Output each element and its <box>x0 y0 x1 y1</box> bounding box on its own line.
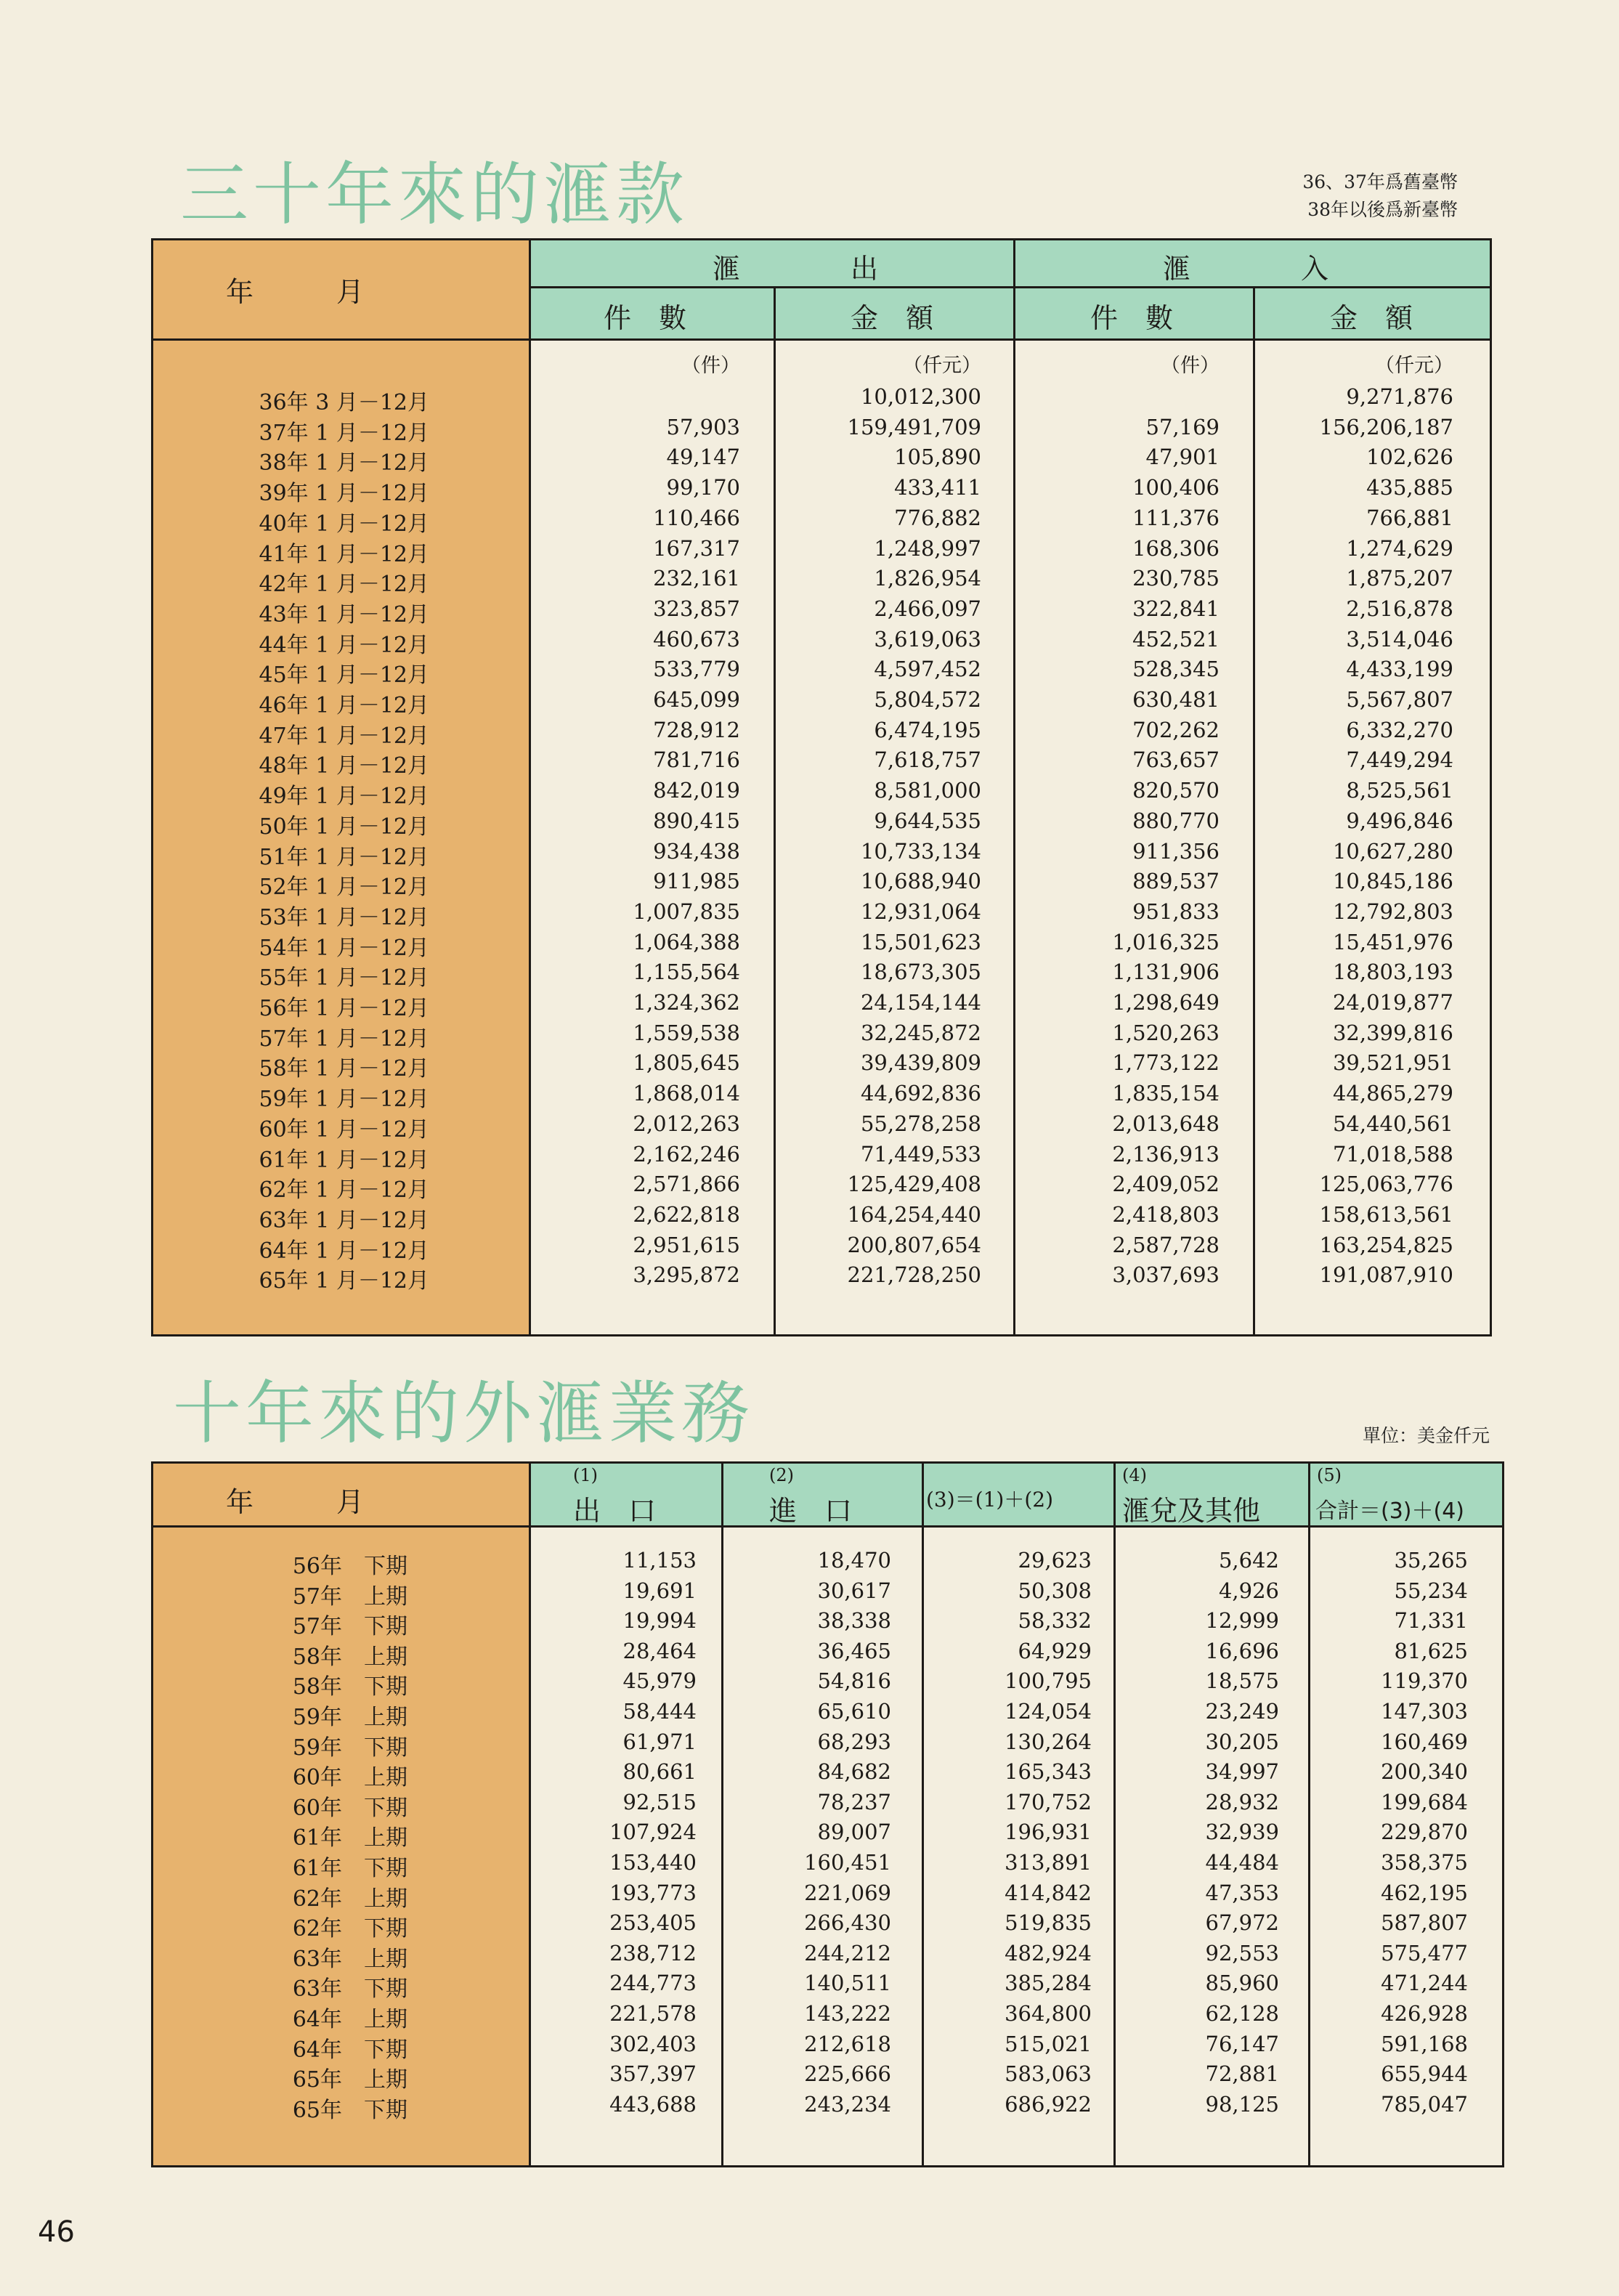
header-total: 合計＝(3)＋(4) <box>1315 1498 1464 1524</box>
row-value-v5: 160,469 <box>1381 1729 1468 1754</box>
row-year-month: 48年 1 月－12月 <box>259 753 429 779</box>
currency-note-line2: 38年以後爲新臺幣 <box>1307 199 1458 220</box>
row-value-v4: 30,205 <box>1205 1729 1279 1754</box>
row-inward-amount: 9,271,876 <box>1346 384 1453 409</box>
row-inward-amount: 102,626 <box>1366 445 1453 470</box>
row-value-v5: 229,870 <box>1381 1820 1468 1845</box>
row-outward-amount: 39,439,809 <box>860 1050 981 1076</box>
header-c4-num: (4) <box>1122 1465 1147 1485</box>
row-value-v1: 45,979 <box>622 1668 697 1694</box>
row-outward-amount: 24,154,144 <box>860 990 981 1015</box>
row-value-v1: 244,773 <box>609 1971 697 1996</box>
row-value-v5: 655,944 <box>1381 2061 1468 2087</box>
unit-label: （件） <box>1161 354 1220 377</box>
row-outward-count: 460,673 <box>653 626 740 652</box>
row-outward-amount: 159,491,709 <box>847 414 981 439</box>
row-inward-amount: 2,516,878 <box>1346 596 1453 621</box>
row-value-v4: 76,147 <box>1205 2031 1279 2056</box>
row-inward-amount: 3,514,046 <box>1346 626 1453 652</box>
row-inward-amount: 4,433,199 <box>1346 657 1453 682</box>
row-year-month: 65年 1 月－12月 <box>259 1268 429 1294</box>
row-period: 65年 下期 <box>292 2097 407 2123</box>
row-outward-amount: 200,807,654 <box>847 1232 981 1257</box>
row-outward-count: 99,170 <box>666 475 740 500</box>
row-period: 60年 下期 <box>292 1795 407 1821</box>
row-outward-count: 1,559,538 <box>633 1020 740 1045</box>
row-value-v2: 212,618 <box>804 2031 891 2056</box>
row-year-month: 47年 1 月－12月 <box>259 723 429 749</box>
row-year-month: 36年 3 月－12月 <box>259 390 429 415</box>
row-period: 58年 下期 <box>292 1674 407 1700</box>
row-inward-count: 1,773,122 <box>1112 1050 1220 1076</box>
row-value-v2: 160,451 <box>804 1850 891 1875</box>
row-year-month: 37年 1 月－12月 <box>259 420 429 446</box>
row-year-month: 50年 1 月－12月 <box>259 814 429 840</box>
row-value-v1: 28,464 <box>622 1638 697 1663</box>
row-outward-amount: 3,619,063 <box>874 626 981 652</box>
row-outward-amount: 15,501,623 <box>860 929 981 954</box>
row-inward-amount: 5,567,807 <box>1346 687 1453 712</box>
row-year-month: 58年 1 月－12月 <box>259 1056 429 1082</box>
row-value-v5: 35,265 <box>1394 1548 1468 1573</box>
row-value-v1: 238,712 <box>609 1940 697 1966</box>
unit-label: （仟元） <box>1375 354 1453 377</box>
row-value-v5: 200,340 <box>1381 1759 1468 1785</box>
row-year-month: 61年 1 月－12月 <box>259 1147 429 1173</box>
row-year-month: 57年 1 月－12月 <box>259 1026 429 1052</box>
row-period: 62年 上期 <box>292 1886 407 1912</box>
row-outward-amount: 12,931,064 <box>860 898 981 924</box>
row-outward-count: 1,064,388 <box>633 929 740 954</box>
row-value-v1: 443,688 <box>609 2091 697 2117</box>
row-outward-count: 934,438 <box>653 838 740 864</box>
row-inward-count: 100,406 <box>1132 475 1220 500</box>
row-outward-count: 49,147 <box>666 445 740 470</box>
row-outward-count: 645,099 <box>653 687 740 712</box>
row-value-v3: 583,063 <box>1005 2061 1092 2087</box>
row-outward-amount: 44,692,836 <box>860 1081 981 1106</box>
row-value-v3: 29,623 <box>1018 1548 1092 1573</box>
currency-note <box>1302 169 1458 224</box>
row-inward-count: 889,537 <box>1132 869 1220 894</box>
row-outward-amount: 10,012,300 <box>860 384 981 409</box>
row-value-v3: 482,924 <box>1005 1940 1092 1966</box>
header-c1-num: (1) <box>573 1465 598 1485</box>
row-value-v5: 426,928 <box>1381 2001 1468 2026</box>
row-year-month: 38年 1 月－12月 <box>259 450 429 476</box>
row-outward-amount: 18,673,305 <box>860 960 981 985</box>
row-year-month: 52年 1 月－12月 <box>259 875 429 901</box>
row-year-month: 59年 1 月－12月 <box>259 1087 429 1113</box>
header-c5-num: (5) <box>1317 1465 1342 1485</box>
row-year-month: 51年 1 月－12月 <box>259 844 429 870</box>
header-c2-num: (2) <box>769 1465 794 1485</box>
forex-title: 十年來的外滙業務 <box>173 1374 755 1453</box>
row-inward-amount: 39,521,951 <box>1332 1050 1453 1076</box>
row-value-v4: 85,960 <box>1205 1971 1279 1996</box>
row-outward-count: 110,466 <box>653 505 740 530</box>
row-outward-count: 533,779 <box>653 657 740 682</box>
row-outward-count: 2,951,615 <box>633 1232 740 1257</box>
row-value-v1: 19,691 <box>622 1578 697 1603</box>
row-outward-amount: 55,278,258 <box>860 1111 981 1136</box>
row-value-v2: 36,465 <box>817 1638 891 1663</box>
row-inward-amount: 766,881 <box>1366 505 1453 530</box>
row-inward-amount: 8,525,561 <box>1346 778 1453 803</box>
row-period: 56年 下期 <box>292 1554 407 1579</box>
forex-table <box>151 1461 1504 2167</box>
row-value-v5: 119,370 <box>1381 1668 1468 1694</box>
row-outward-amount: 776,882 <box>894 505 981 530</box>
row-value-v1: 221,578 <box>609 2001 697 2026</box>
row-value-v4: 12,999 <box>1205 1608 1279 1634</box>
row-inward-count: 57,169 <box>1145 414 1220 439</box>
row-value-v4: 67,972 <box>1205 1910 1279 1936</box>
row-value-v1: 92,515 <box>622 1789 697 1814</box>
row-inward-count: 2,013,648 <box>1112 1111 1220 1136</box>
row-inward-count: 820,570 <box>1132 778 1220 803</box>
row-value-v2: 65,610 <box>817 1699 891 1724</box>
row-year-month: 55年 1 月－12月 <box>259 965 429 991</box>
row-inward-count: 2,587,728 <box>1112 1232 1220 1257</box>
row-inward-amount: 163,254,825 <box>1319 1232 1453 1257</box>
row-value-v4: 5,642 <box>1218 1548 1279 1573</box>
row-year-month: 39年 1 月－12月 <box>259 481 429 507</box>
row-outward-amount: 105,890 <box>894 445 981 470</box>
row-year-month: 62年 1 月－12月 <box>259 1177 429 1204</box>
row-value-v1: 58,444 <box>622 1699 697 1724</box>
row-inward-count: 322,841 <box>1132 596 1220 621</box>
row-outward-amount: 8,581,000 <box>874 778 981 803</box>
row-value-v4: 62,128 <box>1205 2001 1279 2026</box>
row-inward-count: 452,521 <box>1132 626 1220 652</box>
row-value-v4: 92,553 <box>1205 1940 1279 1966</box>
remittance-title: 三十年來的滙款 <box>180 155 689 235</box>
row-inward-count: 528,345 <box>1132 657 1220 682</box>
row-inward-count: 168,306 <box>1132 535 1220 561</box>
row-inward-count: 2,136,913 <box>1112 1141 1220 1167</box>
row-inward-count: 702,262 <box>1132 717 1220 742</box>
row-value-v2: 221,069 <box>804 1880 891 1905</box>
row-value-v2: 243,234 <box>804 2091 891 2117</box>
row-period: 63年 下期 <box>292 1976 407 2003</box>
row-outward-amount: 2,466,097 <box>874 596 981 621</box>
row-period: 58年 上期 <box>292 1644 407 1670</box>
row-value-v2: 18,470 <box>817 1548 891 1573</box>
row-inward-count: 3,037,693 <box>1112 1262 1220 1288</box>
row-value-v4: 16,696 <box>1205 1638 1279 1663</box>
row-inward-count: 630,481 <box>1132 687 1220 712</box>
row-outward-count: 3,295,872 <box>633 1262 740 1288</box>
row-year-month: 46年 1 月－12月 <box>259 693 429 718</box>
unit-label: （仟元） <box>903 354 981 377</box>
row-value-v1: 61,971 <box>622 1729 697 1754</box>
row-value-v3: 686,922 <box>1005 2091 1092 2117</box>
row-value-v1: 153,440 <box>609 1850 697 1875</box>
row-value-v3: 165,343 <box>1005 1759 1092 1785</box>
row-value-v4: 44,484 <box>1205 1850 1279 1875</box>
row-inward-count: 1,016,325 <box>1112 929 1220 954</box>
row-inward-count: 1,298,649 <box>1112 990 1220 1015</box>
row-year-month: 45年 1 月－12月 <box>259 662 429 689</box>
unit-label: （件） <box>681 354 740 377</box>
row-value-v2: 84,682 <box>817 1759 891 1785</box>
row-inward-amount: 156,206,187 <box>1319 414 1453 439</box>
row-outward-count: 1,868,014 <box>633 1081 740 1106</box>
row-period: 61年 下期 <box>292 1856 407 1881</box>
row-value-v3: 130,264 <box>1005 1729 1092 1754</box>
header-inward: 滙 入 <box>1163 253 1329 285</box>
row-outward-count: 1,324,362 <box>633 990 740 1015</box>
row-period: 57年 上期 <box>292 1583 407 1610</box>
row-value-v5: 199,684 <box>1381 1789 1468 1814</box>
row-value-v3: 124,054 <box>1005 1699 1092 1724</box>
unit-note: 單位：美金仟元 <box>1362 1425 1490 1446</box>
row-value-v4: 4,926 <box>1218 1578 1279 1603</box>
row-inward-amount: 6,332,270 <box>1346 717 1453 742</box>
row-value-v5: 462,195 <box>1381 1880 1468 1905</box>
row-inward-count: 47,901 <box>1145 445 1220 470</box>
row-outward-amount: 1,248,997 <box>874 535 981 561</box>
row-value-v3: 196,931 <box>1005 1820 1092 1845</box>
row-outward-amount: 5,804,572 <box>874 687 981 712</box>
row-outward-amount: 6,474,195 <box>874 717 981 742</box>
row-value-v3: 50,308 <box>1018 1578 1092 1603</box>
row-value-v3: 100,795 <box>1005 1668 1092 1694</box>
row-value-v4: 34,997 <box>1205 1759 1279 1785</box>
row-year-month: 43年 1 月－12月 <box>259 601 429 628</box>
row-inward-amount: 24,019,877 <box>1332 990 1453 1015</box>
row-value-v5: 575,477 <box>1381 1940 1468 1966</box>
row-value-v3: 515,021 <box>1005 2031 1092 2056</box>
row-outward-count: 781,716 <box>653 747 740 773</box>
row-outward-count: 1,007,835 <box>633 898 740 924</box>
row-outward-amount: 10,733,134 <box>860 838 981 864</box>
row-value-v2: 54,816 <box>817 1668 891 1694</box>
row-outward-count: 2,162,246 <box>633 1141 740 1167</box>
row-value-v4: 32,939 <box>1205 1820 1279 1845</box>
row-value-v3: 519,835 <box>1005 1910 1092 1936</box>
row-outward-count: 911,985 <box>653 869 740 894</box>
row-year-month: 53年 1 月－12月 <box>259 904 429 930</box>
row-value-v2: 30,617 <box>817 1578 891 1603</box>
row-inward-count: 951,833 <box>1132 898 1220 924</box>
row-inward-amount: 435,885 <box>1366 475 1453 500</box>
row-outward-amount: 164,254,440 <box>847 1201 981 1227</box>
row-inward-amount: 10,845,186 <box>1332 869 1453 894</box>
row-value-v3: 64,929 <box>1018 1638 1092 1663</box>
row-year-month: 42年 1 月－12月 <box>259 572 429 598</box>
header-outward-amount: 金 額 <box>851 302 934 334</box>
row-value-v1: 193,773 <box>609 1880 697 1905</box>
row-value-v5: 147,303 <box>1381 1699 1468 1724</box>
row-value-v5: 471,244 <box>1381 1971 1468 1996</box>
row-inward-count: 1,835,154 <box>1112 1081 1220 1106</box>
page-number: 46 <box>38 2215 75 2249</box>
row-value-v2: 38,338 <box>817 1608 891 1634</box>
row-value-v4: 28,932 <box>1205 1789 1279 1814</box>
row-inward-count: 1,520,263 <box>1112 1020 1220 1045</box>
row-outward-count: 2,012,263 <box>633 1111 740 1136</box>
row-inward-amount: 125,063,776 <box>1319 1172 1453 1197</box>
row-outward-count: 728,912 <box>653 717 740 742</box>
row-outward-count: 2,571,866 <box>633 1172 740 1197</box>
row-outward-amount: 7,618,757 <box>874 747 981 773</box>
row-value-v4: 47,353 <box>1205 1880 1279 1905</box>
row-inward-count: 230,785 <box>1132 566 1220 591</box>
row-inward-amount: 44,865,279 <box>1332 1081 1453 1106</box>
row-inward-count: 1,131,906 <box>1112 960 1220 985</box>
row-period: 62年 下期 <box>292 1916 407 1942</box>
row-inward-amount: 1,274,629 <box>1346 535 1453 561</box>
row-outward-count: 890,415 <box>653 808 740 833</box>
row-inward-count: 2,418,803 <box>1112 1201 1220 1227</box>
row-value-v4: 98,125 <box>1205 2091 1279 2117</box>
row-inward-count: 111,376 <box>1132 505 1220 530</box>
row-outward-count: 1,155,564 <box>633 960 740 985</box>
row-outward-amount: 9,644,535 <box>874 808 981 833</box>
row-period: 59年 上期 <box>292 1705 407 1730</box>
header-exchange-other: 滙兌及其他 <box>1122 1495 1261 1527</box>
header-year-month: 年 月 <box>226 276 365 308</box>
row-value-v5: 587,807 <box>1381 1910 1468 1936</box>
row-inward-count: 763,657 <box>1132 747 1220 773</box>
row-year-month: 60年 1 月－12月 <box>259 1116 429 1143</box>
row-outward-amount: 10,688,940 <box>860 869 981 894</box>
row-inward-amount: 32,399,816 <box>1332 1020 1453 1045</box>
row-value-v2: 225,666 <box>804 2061 891 2087</box>
row-year-month: 56年 1 月－12月 <box>259 996 429 1021</box>
remittance-table <box>151 238 1492 1336</box>
header-period: 年 月 <box>226 1486 365 1518</box>
row-value-v3: 58,332 <box>1018 1608 1092 1634</box>
header-inward-count: 件 數 <box>1090 302 1174 334</box>
row-value-v1: 19,994 <box>622 1608 697 1634</box>
row-value-v3: 385,284 <box>1005 1971 1092 1996</box>
row-inward-count: 880,770 <box>1132 808 1220 833</box>
header-outward: 滙 出 <box>713 253 879 285</box>
row-inward-amount: 9,496,846 <box>1346 808 1453 833</box>
header-inward-amount: 金 額 <box>1330 302 1413 334</box>
row-year-month: 49年 1 月－12月 <box>259 784 429 810</box>
row-outward-count: 232,161 <box>653 566 740 591</box>
row-value-v3: 313,891 <box>1005 1850 1092 1875</box>
row-year-month: 54年 1 月－12月 <box>259 935 429 961</box>
row-value-v1: 357,397 <box>609 2061 697 2087</box>
row-outward-count: 2,622,818 <box>633 1201 740 1227</box>
row-value-v4: 23,249 <box>1205 1699 1279 1724</box>
row-inward-amount: 7,449,294 <box>1346 747 1453 773</box>
row-outward-count: 323,857 <box>653 596 740 621</box>
row-value-v5: 785,047 <box>1381 2091 1468 2117</box>
row-value-v1: 11,153 <box>622 1548 697 1573</box>
row-value-v2: 244,212 <box>804 1940 891 1966</box>
row-year-month: 63年 1 月－12月 <box>259 1207 429 1233</box>
header-subtotal: (3)＝(1)＋(2) <box>926 1488 1053 1512</box>
row-value-v4: 18,575 <box>1205 1668 1279 1694</box>
header-exports: 出 口 <box>573 1495 657 1527</box>
row-period: 61年 上期 <box>292 1825 407 1851</box>
row-inward-amount: 15,451,976 <box>1332 929 1453 954</box>
row-inward-amount: 54,440,561 <box>1332 1111 1453 1136</box>
row-inward-amount: 191,087,910 <box>1319 1262 1453 1288</box>
row-value-v5: 71,331 <box>1394 1608 1468 1634</box>
row-value-v5: 358,375 <box>1381 1850 1468 1875</box>
row-inward-amount: 10,627,280 <box>1332 838 1453 864</box>
row-inward-amount: 1,875,207 <box>1346 566 1453 591</box>
row-value-v1: 302,403 <box>609 2031 697 2056</box>
header-imports: 進 口 <box>769 1495 853 1527</box>
row-inward-amount: 71,018,588 <box>1332 1141 1453 1167</box>
row-value-v2: 68,293 <box>817 1729 891 1754</box>
row-inward-count: 911,356 <box>1132 838 1220 864</box>
row-inward-count: 2,409,052 <box>1112 1172 1220 1197</box>
row-value-v2: 266,430 <box>804 1910 891 1936</box>
row-value-v5: 55,234 <box>1394 1578 1468 1603</box>
row-outward-amount: 4,597,452 <box>874 657 981 682</box>
row-period: 59年 下期 <box>292 1735 407 1761</box>
row-outward-amount: 125,429,408 <box>847 1172 981 1197</box>
row-inward-amount: 12,792,803 <box>1332 898 1453 924</box>
row-outward-count: 167,317 <box>653 535 740 561</box>
row-outward-amount: 71,449,533 <box>860 1141 981 1167</box>
row-period: 65年 上期 <box>292 2067 407 2093</box>
row-value-v1: 253,405 <box>609 1910 697 1936</box>
row-period: 57年 下期 <box>292 1614 407 1640</box>
row-value-v3: 364,800 <box>1005 2001 1092 2026</box>
row-period: 64年 上期 <box>292 2007 407 2032</box>
row-value-v2: 78,237 <box>817 1789 891 1814</box>
row-year-month: 41年 1 月－12月 <box>259 541 429 567</box>
row-value-v3: 414,842 <box>1005 1880 1092 1905</box>
row-period: 64年 下期 <box>292 2037 407 2063</box>
header-outward-count: 件 數 <box>604 302 687 334</box>
row-year-month: 64年 1 月－12月 <box>259 1238 429 1264</box>
row-outward-amount: 1,826,954 <box>874 566 981 591</box>
row-year-month: 40年 1 月－12月 <box>259 511 429 537</box>
row-value-v2: 89,007 <box>817 1820 891 1845</box>
row-value-v1: 107,924 <box>609 1820 697 1845</box>
row-value-v4: 72,881 <box>1205 2061 1279 2087</box>
row-value-v2: 140,511 <box>804 1971 891 1996</box>
row-value-v2: 143,222 <box>804 2001 891 2026</box>
row-outward-count: 842,019 <box>653 778 740 803</box>
row-value-v1: 80,661 <box>622 1759 697 1785</box>
row-inward-amount: 18,803,193 <box>1332 960 1453 985</box>
row-outward-count: 57,903 <box>666 414 740 439</box>
row-period: 60年 上期 <box>292 1765 407 1791</box>
row-outward-count: 1,805,645 <box>633 1050 740 1076</box>
row-outward-amount: 433,411 <box>894 475 981 500</box>
row-period: 63年 上期 <box>292 1946 407 1972</box>
currency-note-line1: 36、37年爲舊臺幣 <box>1302 171 1458 192</box>
row-value-v5: 81,625 <box>1394 1638 1468 1663</box>
row-value-v5: 591,168 <box>1381 2031 1468 2056</box>
row-inward-amount: 158,613,561 <box>1319 1201 1453 1227</box>
row-year-month: 44年 1 月－12月 <box>259 632 429 658</box>
row-outward-amount: 221,728,250 <box>847 1262 981 1288</box>
row-value-v3: 170,752 <box>1005 1789 1092 1814</box>
row-outward-amount: 32,245,872 <box>860 1020 981 1045</box>
